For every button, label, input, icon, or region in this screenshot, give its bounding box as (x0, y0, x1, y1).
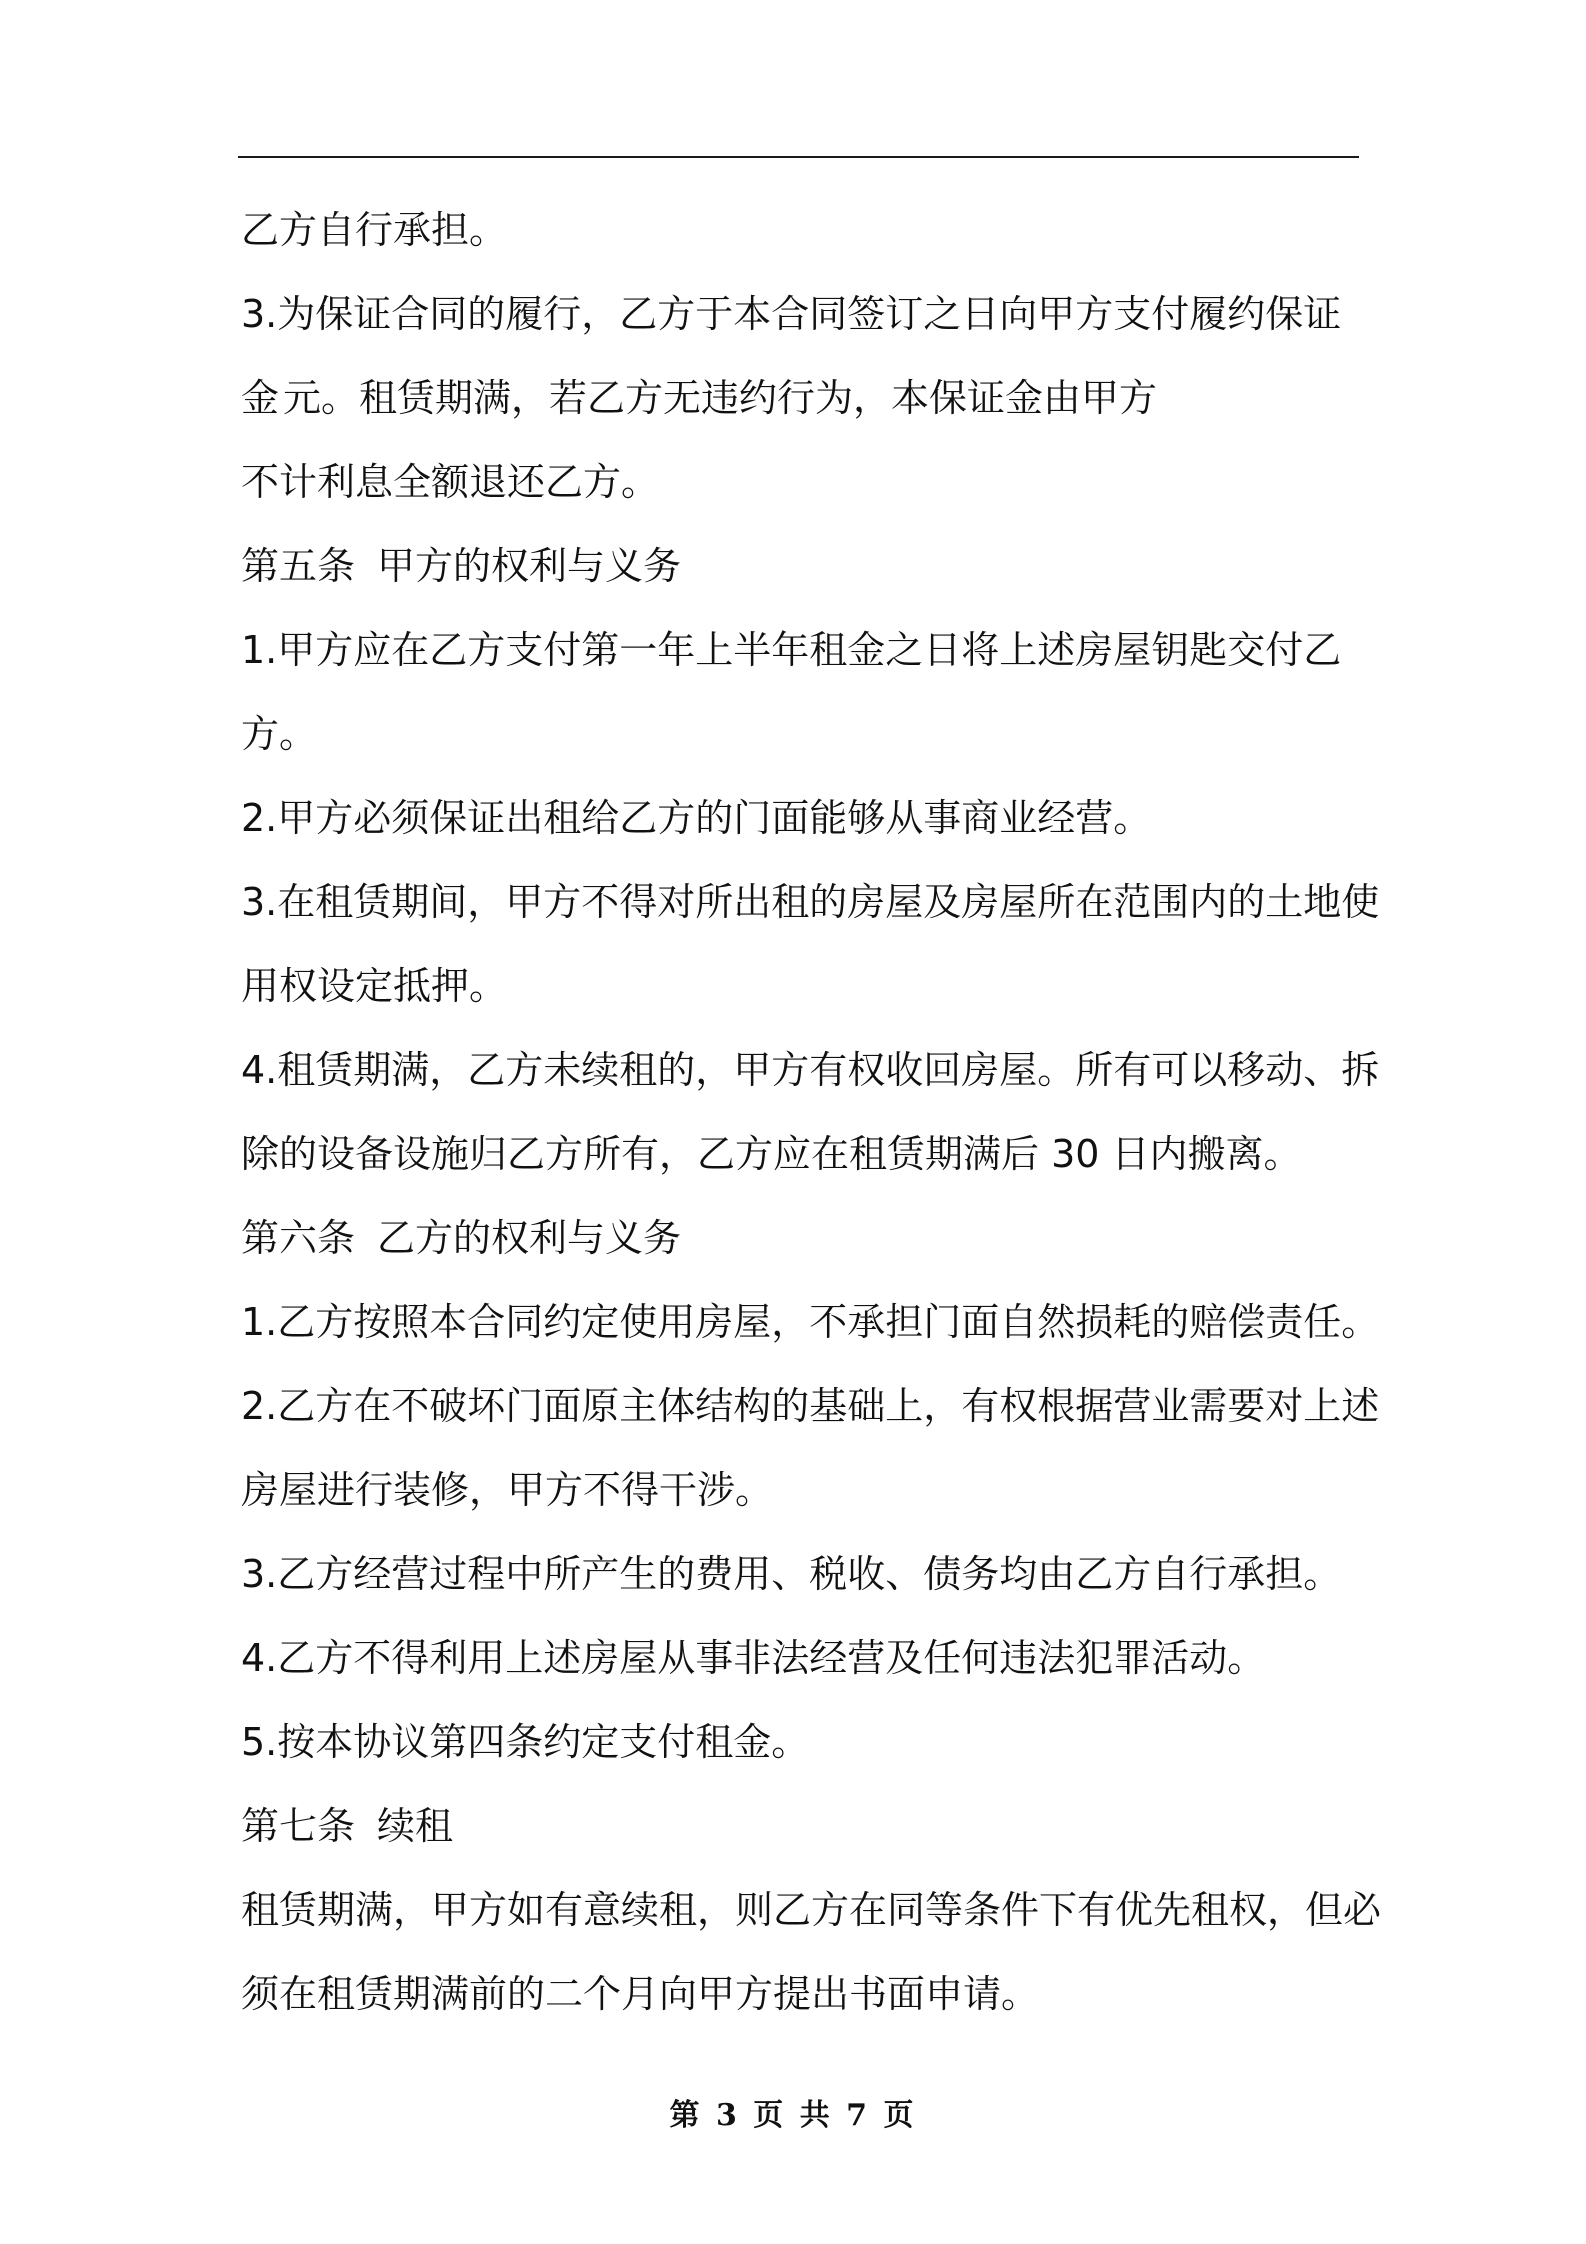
document-body (241, 198, 1382, 2046)
paragraph-line: 2.甲方必须保证出租给乙方的门面能够从事商业经营。 (241, 796, 1152, 840)
paragraph-line: 3.乙方经营过程中所产生的费用、税收、债务均由乙方自行承担。 (241, 1552, 1342, 1596)
section-number: 第六条 (241, 1216, 356, 1260)
page-footer: 第 3 页 共 7 页 (669, 2098, 917, 2133)
paragraph-line: 2.乙方在不破坏门面原主体结构的基础上，有权根据营业需要对上述 (241, 1384, 1380, 1428)
line-text-before: 金 (241, 376, 280, 420)
paragraph-line: 用权设定抵押。 (241, 964, 508, 1008)
paragraph-line: 4.乙方不得利用上述房屋从事非法经营及任何违法犯罪活动。 (241, 1636, 1266, 1680)
section-title: 乙方的权利与义务 (377, 1216, 682, 1260)
paragraph-line: 房屋进行装修，甲方不得干涉。 (241, 1468, 774, 1512)
paragraph-line: 不计利息全额退还乙方。 (241, 460, 660, 504)
paragraph-line: 1.甲方应在乙方支付第一年上半年租金之日将上述房屋钥匙交付乙 (241, 628, 1342, 672)
section-heading (241, 534, 1365, 618)
paragraph-line: 须在租赁期满前的二个月向甲方提出书面申请。 (241, 1972, 1040, 2016)
paragraph-line-with-blank (241, 366, 1365, 450)
paragraph-line: 3.为保证合同的履行，乙方于本合同签订之日向甲方支付履约保证 (241, 292, 1342, 336)
paragraph-line: 5.按本协议第四条约定支付租金。 (241, 1720, 810, 1764)
section-number: 第七条 (241, 1804, 356, 1848)
paragraph-line: 乙方自行承担。 (241, 208, 508, 252)
header-rule (238, 156, 1359, 158)
paragraph-line: 1.乙方按照本合同约定使用房屋，不承担门面自然损耗的赔偿责任。 (241, 1300, 1380, 1344)
paragraph-line: 3.在租赁期间，甲方不得对所出租的房屋及房屋所在范围内的土地使 (241, 880, 1380, 924)
section-heading (241, 1206, 1365, 1290)
paragraph-line: 除的设备设施归乙方所有，乙方应在租赁期满后 30 日内搬离。 (241, 1132, 1302, 1176)
section-heading (241, 1794, 1365, 1878)
section-number: 第五条 (241, 544, 356, 588)
paragraph-line: 方。 (241, 712, 318, 756)
line-text-after: 元。租赁期满，若乙方无违约行为，本保证金由甲方 (283, 376, 1158, 420)
paragraph-line: 租赁期满，甲方如有意续租，则乙方在同等条件下有优先租权，但必 (241, 1888, 1382, 1932)
section-title: 续租 (377, 1804, 454, 1848)
section-title: 甲方的权利与义务 (377, 544, 682, 588)
paragraph-line: 4.租赁期满，乙方未续租的，甲方有权收回房屋。所有可以移动、拆 (241, 1048, 1380, 1092)
